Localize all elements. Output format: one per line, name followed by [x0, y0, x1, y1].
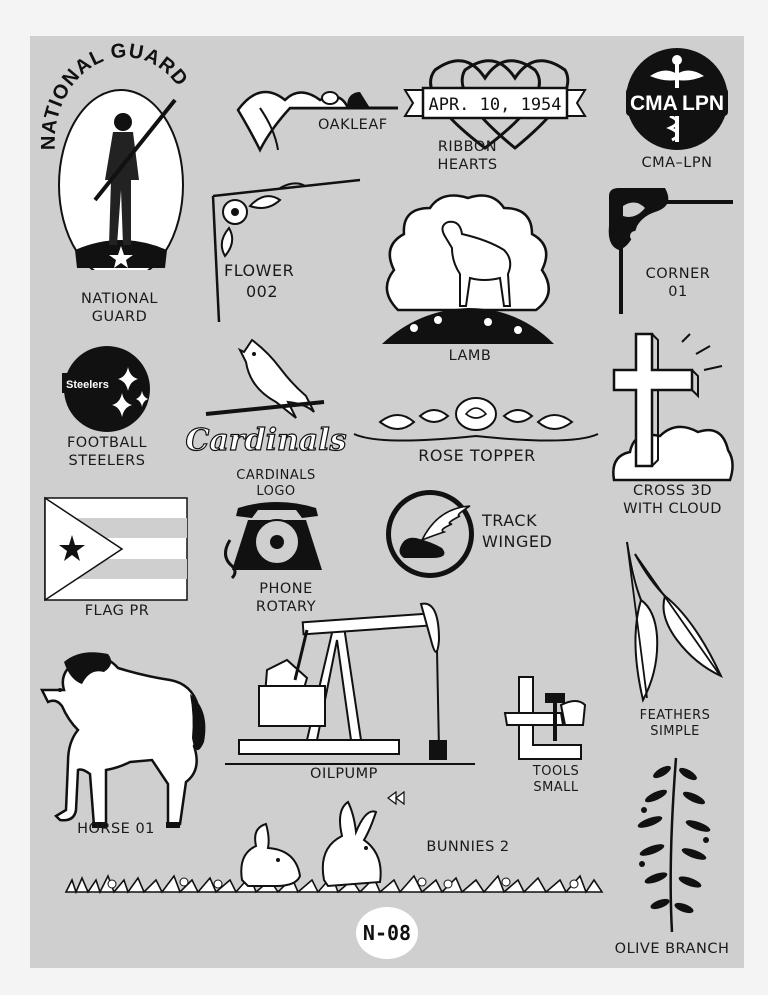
- oak-leaf-icon: [230, 70, 400, 160]
- feathers-simple-caption: FEATHERS SIMPLE: [639, 708, 711, 739]
- cross-3d-caption: CROSS 3D WITH CLOUD: [623, 483, 722, 517]
- flower-002-caption: FLOWER 002: [224, 261, 295, 301]
- lamb-icon: [378, 190, 558, 350]
- cardinals-logo-caption: CARDINALS LOGO: [236, 468, 316, 499]
- feathers-icon: [615, 540, 727, 705]
- cardinal-bird-icon: [185, 332, 347, 466]
- minuteman-soldier-icon: [35, 40, 210, 270]
- olive-branch-caption: OLIVE BRANCH: [614, 941, 730, 957]
- football-steelers-caption: FOOTBALL STEELERS: [66, 435, 148, 469]
- page-number-badge: N-08: [356, 907, 418, 959]
- ribbon-banner-text: APR. 10, 1954: [428, 95, 562, 115]
- ribbon-hearts-icon: [405, 50, 585, 150]
- phone-rotary-caption: PHONE ROTARY: [255, 581, 317, 615]
- lamb-caption: LAMB: [448, 348, 492, 364]
- svg-text:Cardinals: Cardinals: [185, 423, 347, 458]
- tools-small-caption: TOOLS SMALL: [532, 764, 580, 795]
- rose-topper-icon: [350, 392, 602, 450]
- oil-pump-icon: [225, 600, 475, 768]
- corner-01-caption: CORNER 01: [645, 266, 711, 300]
- track-winged-caption: TRACK WINGED: [482, 511, 553, 551]
- oakleaf-caption: OAKLEAF: [318, 117, 388, 133]
- ribbon-hearts-caption: RIBBON HEARTS: [437, 139, 498, 173]
- steelers-logo-icon: [62, 345, 152, 433]
- national-guard-arc-text: NATIONAL GUARD: [37, 40, 193, 151]
- puerto-rico-flag-icon: [44, 497, 188, 601]
- cross-cloud-icon: [610, 332, 735, 480]
- horse-01-caption: HORSE 01: [77, 821, 155, 837]
- svg-text:CMA: CMA: [630, 92, 678, 115]
- winged-shoe-icon: [382, 488, 478, 580]
- oilpump-caption: OILPUMP: [310, 766, 378, 782]
- svg-text:LPN: LPN: [682, 92, 724, 115]
- tools-icon: [505, 675, 589, 763]
- svg-text:Steelers: Steelers: [66, 379, 109, 391]
- rotary-phone-icon: [222, 500, 332, 580]
- flag-pr-caption: FLAG PR: [84, 603, 150, 619]
- bunnies-2-caption: BUNNIES 2: [426, 839, 510, 855]
- national-guard-caption: NATIONAL GUARD: [80, 291, 159, 325]
- caduceus-icon: [620, 46, 734, 152]
- rose-topper-caption: ROSE TOPPER: [418, 446, 536, 465]
- cma-lpn-caption: CMA–LPN: [641, 155, 713, 171]
- olive-branch-icon: [622, 752, 726, 934]
